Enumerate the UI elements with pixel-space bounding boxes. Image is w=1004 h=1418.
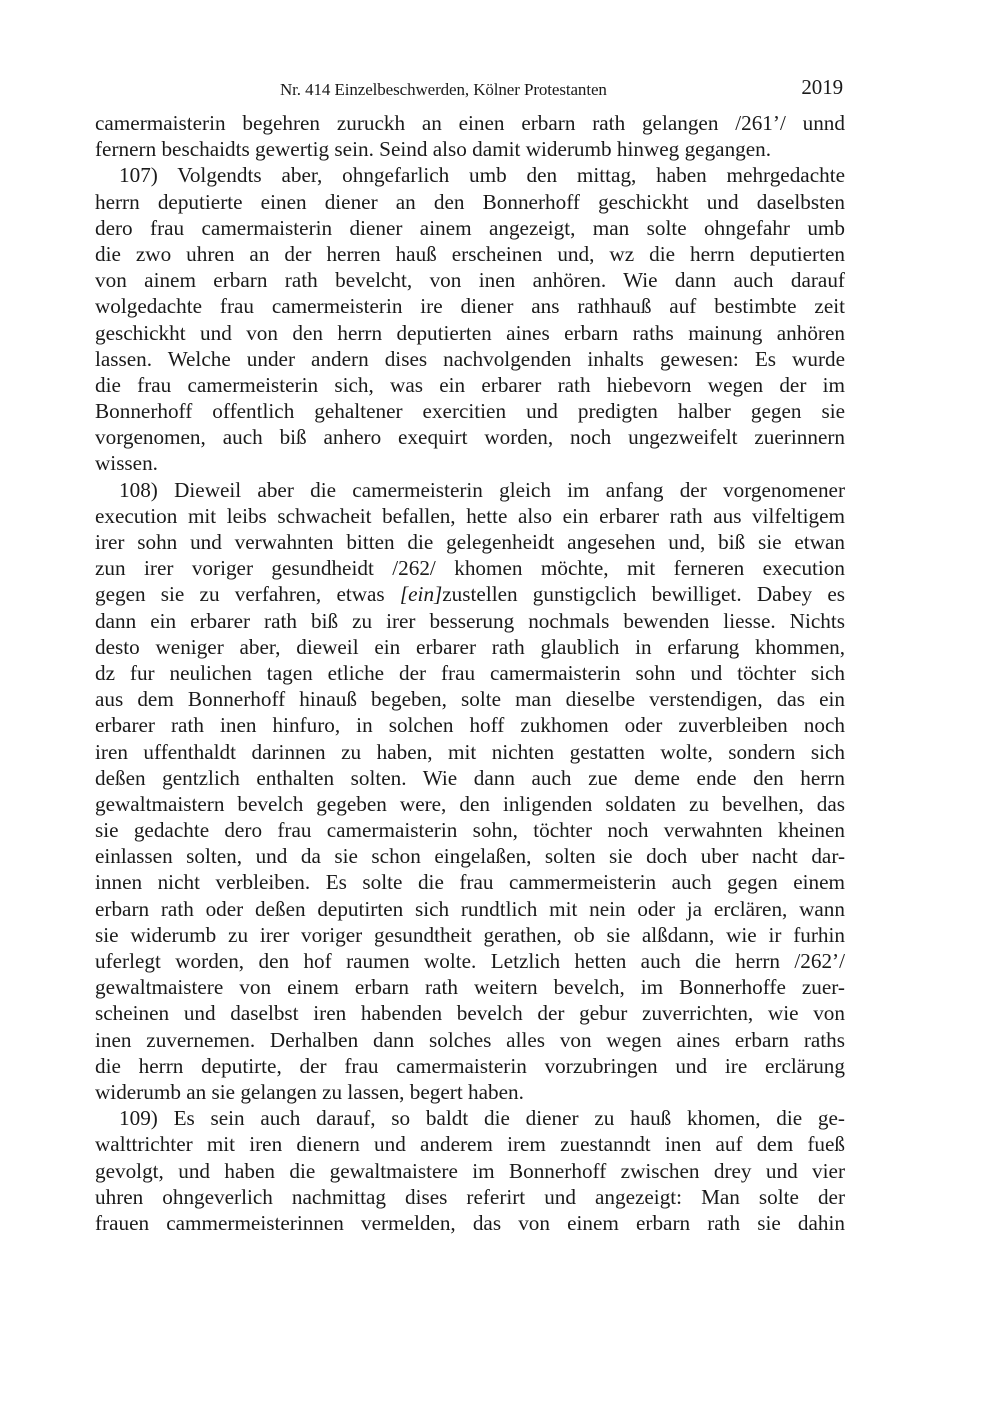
running-title: Nr. 414 Einzelbeschwerden, Kölner Protestanten [280, 80, 607, 99]
text-line: vorgenomen, auch biß anhero exequirt worden, noch ungezweifelt zuerinnern [95, 425, 845, 450]
text-line: innen nicht verbleiben. Es solte die frau cammermeisterin auch gegen einem [95, 870, 845, 895]
text-line: sie widerumb zu irer voriger gesundtheit gerathen, ob sie alßdann, wie ir furhin [95, 922, 845, 947]
text-segment: gegen sie zu verfahren, etwas [95, 582, 400, 607]
paragraph-109 [95, 1105, 845, 1236]
text-line: zun irer voriger gesundheidt /262/ khomen möchte, mit ferneren execution [95, 556, 845, 581]
page-number: 2019 [801, 75, 843, 99]
text-line: execution mit leibs schwacheit befallen, hette also ein erbarer rath aus vilfeltigem [95, 503, 845, 528]
paragraph-first-line: 109) Es sein auch darauf, so baldt die diener zu hauß khomen, die ge- [119, 1106, 845, 1131]
text-line: walttrichter mit iren dienern und anderem irem zuestanndt inen auf dem fueß [95, 1132, 845, 1157]
text-line: desto weniger aber, dieweil ein erbarer rath glaublich in erfarung khommen, [95, 634, 845, 659]
text-line: von ainem erbarn rath bevelcht, von inen anhören. Wie dann auch darauf [95, 268, 845, 293]
paragraph-continuation [95, 110, 845, 162]
document-page [95, 75, 845, 1236]
text-line: fernern beschaidts gewertig sein. Seind also damit widerumb hinweg gegangen. [95, 137, 772, 162]
text-line: wolgedachte frau camermeisterin ire diener ans rathhauß auf bestimbte zeit [95, 294, 845, 319]
text-line: uhren ohngeverlich nachmittag dises referirt und angezeigt: Man solte der [95, 1184, 845, 1209]
text-line: uferlegt worden, den hof raumen wolte. Letzlich hetten auch die herrn /262’/ [95, 949, 845, 973]
text-line: herrn deputierte einen diener an den Bonnerhoff geschickht und daselbsten [95, 189, 845, 214]
text-line: iren uffenthaldt darinnen zu haben, mit nichten gestatten wolte, sondern sich [95, 739, 845, 764]
body-text [95, 110, 845, 1236]
text-line: irer sohn und verwahnten bitten die gelegenheidt angesehen und, biß sie etwan [95, 530, 845, 554]
text-line: einlassen solten, und da sie schon eingelaßen, solten sie doch uber nacht dar- [95, 844, 845, 869]
text-line: inen zuvernemen. Derhalben dann solches alles von wegen aines erbarn raths [95, 1027, 845, 1052]
editorial-insertion: [ein] [399, 582, 443, 607]
text-line: scheinen und daselbst iren habenden bevelch der gebur zuverrichten, wie von [95, 1001, 845, 1026]
text-line: dz fur neulichen tagen etliche der frau camermaisterin sohn und töchter sich [95, 660, 845, 685]
text-line: camermaisterin begehren zuruckh an einen erbarn rath gelangen /261’/ unnd [95, 111, 845, 135]
text-line: die frau camermeisterin sich, was ein erbarer rath hiebevorn wegen der im [95, 372, 845, 397]
text-line: wissen. [95, 451, 158, 476]
paragraph-first-line: 108) Dieweil aber die camermeisterin gleich im anfang der vorgenomener [119, 477, 845, 502]
text-line: deßen gentzlich enthalten solten. Wie dann auch zue deme ende den herrn [95, 765, 845, 790]
paragraph-107 [95, 162, 845, 476]
text-line: sie gedachte dero frau camermaisterin sohn, töchter noch verwahnten kheinen [95, 818, 845, 843]
text-line: Bonnerhoff offentlich gehaltener exercitien und predigten halber gegen sie [95, 399, 845, 424]
text-line-with-editorial-insertion [95, 581, 845, 607]
text-segment: zustellen gunstigclich bewilliget. Dabey es [442, 582, 845, 607]
text-line: gevolgt, und haben die gewaltmaistere im Bonnerhoff zwischen drey und vier [95, 1158, 845, 1183]
text-line: geschickht und von den herrn deputierten aines erbarn raths mainung anhören [95, 320, 845, 345]
text-line: frauen cammermeisterinnen vermelden, das von einem erbarn rath sie dahin [95, 1210, 845, 1235]
text-line: die zwo uhren an der herren hauß erscheinen und, wz die herrn deputierten [95, 241, 845, 266]
text-line: dann ein erbarer rath biß zu irer besserung nochmals bewenden liesse. Nichts [95, 608, 845, 633]
text-line: aus dem Bonnerhoff hinauß begeben, solte man dieselbe verstendigen, das ein [95, 687, 845, 712]
text-line: erbarn rath oder deßen deputirten sich rundtlich mit nein oder ja erclären, wann [95, 896, 845, 921]
text-line: erbarer rath inen hinfuro, in solchen hoff zukhomen oder zuverbleiben noch [95, 713, 845, 738]
text-line: die herrn deputirte, der frau camermaisterin vorzubringen und ire erclärung [95, 1053, 845, 1078]
text-line: widerumb an sie gelangen zu lassen, begert haben. [95, 1079, 524, 1104]
paragraph-first-line: 107) Volgendts aber, ohngefarlich umb den mittag, haben mehrgedachte [119, 163, 845, 188]
text-line: dero frau camermaisterin diener ainem angezeigt, man solte ohngefahr umb [95, 215, 845, 240]
running-header [95, 75, 845, 110]
paragraph-108 [95, 477, 845, 1106]
text-line: gewaltmaistere von einem erbarn rath weitern bevelch, im Bonnerhoffe zuer- [95, 975, 845, 1000]
text-line: gewaltmaistern bevelch gegeben were, den inligenden soldaten zu bevelhen, das [95, 791, 845, 816]
text-line: lassen. Welche under andern dises nachvolgenden inhalts gewesen: Es wurde [95, 346, 845, 371]
